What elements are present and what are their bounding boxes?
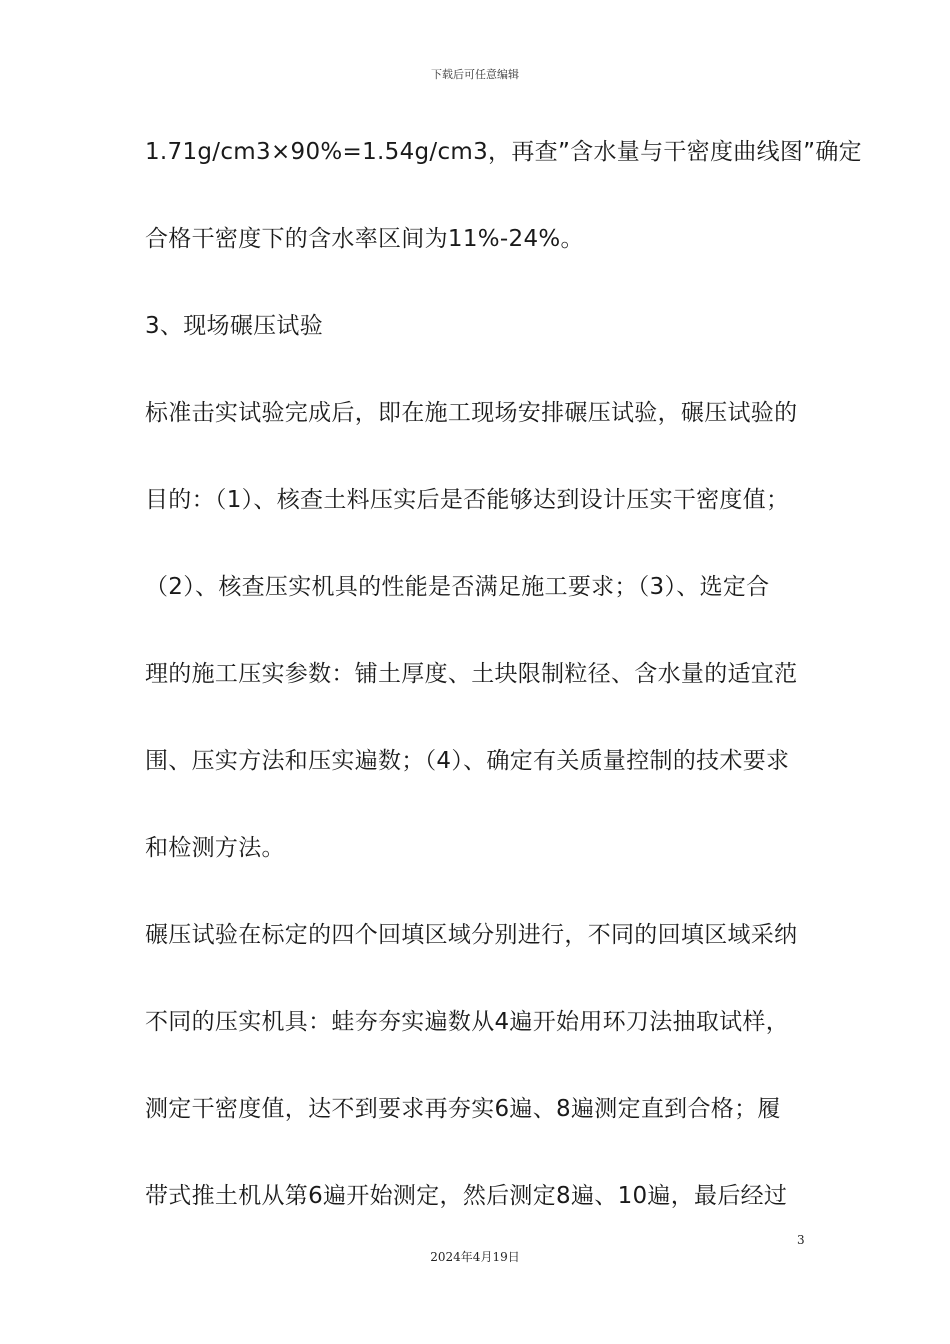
text-line: 测定干密度值，达不到要求再夯实6遍、8遍测定直到合格；履 xyxy=(145,1096,781,1122)
text-line: 理的施工压实参数：铺土厚度、土块限制粒径、含水量的适宜范 xyxy=(145,661,798,687)
text-line: 碾压试验在标定的四个回填区域分别进行，不同的回填区域采纳 xyxy=(145,922,798,948)
text-line: 目的：（1）、核查土料压实后是否能够达到设计压实干密度值； xyxy=(145,487,790,513)
footer-date: 2024年4月19日 xyxy=(430,1250,520,1264)
body-text xyxy=(145,130,862,1261)
text-line: （2）、核查压实机具的性能是否满足施工要求；（3）、选定合 xyxy=(145,574,770,600)
page-number: 3 xyxy=(797,1233,805,1247)
header-note: 下载后可任意编辑 xyxy=(431,68,519,81)
text-line: 标准击实试验完成后，即在施工现场安排碾压试验，碾压试验的 xyxy=(145,400,798,426)
text-line: 带式推土机从第6遍开始测定，然后测定8遍、10遍，最后经过 xyxy=(145,1183,788,1209)
text-line: 合格干密度下的含水率区间为11%-24%。 xyxy=(145,226,584,252)
text-line: 和检测方法。 xyxy=(145,835,285,861)
section-heading: 3、现场碾压试验 xyxy=(145,313,324,339)
text-line: 围、压实方法和压实遍数；（4）、确定有关质量控制的技术要求 xyxy=(145,748,790,774)
text-line: 1.71g/cm3×90%=1.54g/cm3，再查”含水量与干密度曲线图”确定 xyxy=(145,139,862,165)
text-line: 不同的压实机具：蛙夯夯实遍数从4遍开始用环刀法抽取试样， xyxy=(145,1009,790,1035)
